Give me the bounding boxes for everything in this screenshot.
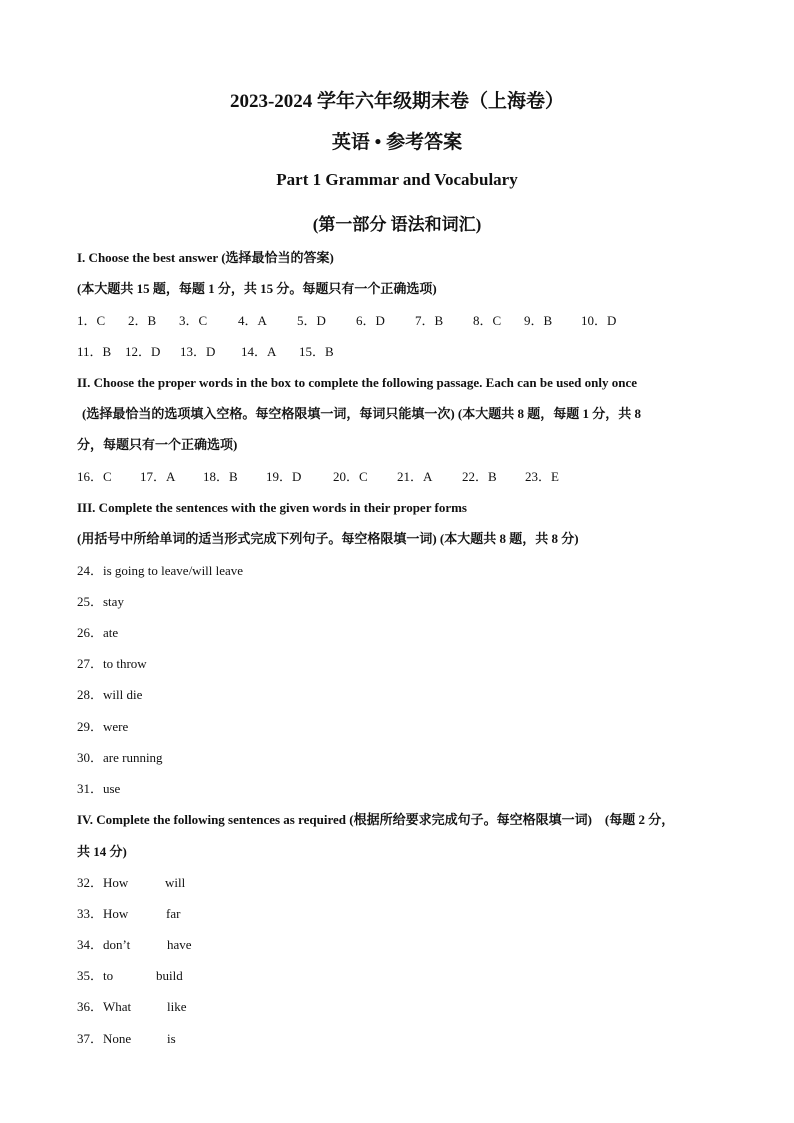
- document-subtitle: 英语 • 参考答案: [331, 132, 463, 153]
- list-item: 24．is going to leave/will leave: [77, 563, 244, 578]
- section1-heading: I. Choose the best answer (选择最恰当的答案): [77, 250, 334, 265]
- list-item: [77, 906, 180, 922]
- answer-text: have: [167, 937, 192, 952]
- answer-number: 35．to: [77, 968, 114, 983]
- answer-item: 1．C: [77, 313, 106, 328]
- answer-item: 6．D: [356, 313, 385, 328]
- list-item: 26．ate: [77, 625, 119, 640]
- answer-number: 33．How: [77, 906, 129, 921]
- part-title: Part 1 Grammar and Vocabulary: [276, 170, 518, 189]
- answer-item: 8．C: [473, 313, 502, 328]
- answer-item: 20．C: [333, 469, 368, 484]
- answer-item: 3．C: [179, 313, 208, 328]
- list-item: 29．were: [77, 719, 129, 734]
- section2-answers-row: [77, 469, 559, 485]
- answer-number: 32．How: [77, 875, 129, 890]
- section1-answers-row2: [77, 344, 334, 360]
- answer-item: 17．A: [140, 469, 176, 484]
- answer-number: 37．None: [77, 1031, 132, 1046]
- answer-item: 22．B: [462, 469, 497, 484]
- section3-instructions: (用括号中所给单词的适当形式完成下列句子。每空格限填一词) (本大题共 8 题，共 8 分): [77, 531, 579, 546]
- section4-heading-line2: 共 14 分): [77, 844, 127, 859]
- section2-instructions-line1: (选择最恰当的选项填入空格。每空格限填一词，每词只能填一次) (本大题共 8 题，每题 1 分，共 8: [82, 406, 641, 421]
- answer-item: 16．C: [77, 469, 112, 484]
- document-title: 2023-2024 学年六年级期末卷（上海卷）: [229, 91, 565, 112]
- list-item: [77, 999, 187, 1015]
- answer-text: is: [167, 1031, 176, 1046]
- answer-number: 34．don’t: [77, 937, 131, 952]
- answer-item: 5．D: [297, 313, 326, 328]
- section1-instructions: (本大题共 15 题，每题 1 分，共 15 分。每题只有一个正确选项): [77, 281, 437, 296]
- answer-text: build: [156, 968, 183, 983]
- list-item: [77, 968, 183, 984]
- list-item: 31．use: [77, 781, 121, 796]
- answer-number: 36．What: [77, 999, 132, 1014]
- answer-item: 4．A: [238, 313, 267, 328]
- part-title-cn: (第一部分 语法和词汇): [312, 215, 482, 234]
- section1-answers-row1: [77, 313, 616, 329]
- answer-item: 12．D: [125, 344, 161, 359]
- section2-heading: II. Choose the proper words in the box to complete the following passage. Each can be used only once: [77, 375, 637, 390]
- list-item: [77, 875, 185, 891]
- answer-item: 19．D: [266, 469, 302, 484]
- answer-item: 10．D: [581, 313, 617, 328]
- answer-item: 14．A: [241, 344, 277, 359]
- answer-text: will: [165, 875, 186, 890]
- answer-item: 15．B: [299, 344, 334, 359]
- section2-instructions-line2: 分，每题只有一个正确选项): [77, 437, 238, 452]
- section3-heading: III. Complete the sentences with the given words in their proper forms: [77, 500, 467, 515]
- answer-item: 21．A: [397, 469, 433, 484]
- answer-item: 18．B: [203, 469, 238, 484]
- answer-item: 2．B: [128, 313, 157, 328]
- list-item: 25．stay: [77, 594, 124, 609]
- answer-item: 7．B: [415, 313, 444, 328]
- list-item: [77, 1031, 176, 1047]
- answer-item: 13．D: [180, 344, 216, 359]
- list-item: 30．are running: [77, 750, 163, 765]
- answer-text: like: [167, 999, 187, 1014]
- answer-item: 9．B: [524, 313, 553, 328]
- list-item: [77, 937, 192, 953]
- list-item: 27．to throw: [77, 656, 147, 671]
- list-item: 28．will die: [77, 687, 143, 702]
- answer-item: 23．E: [525, 469, 559, 484]
- answer-text: far: [166, 906, 181, 921]
- answer-item: 11．B: [77, 344, 112, 359]
- section4-heading: IV. Complete the following sentences as required (根据所给要求完成句子。每空格限填一词) (每题 2 分，: [77, 812, 675, 827]
